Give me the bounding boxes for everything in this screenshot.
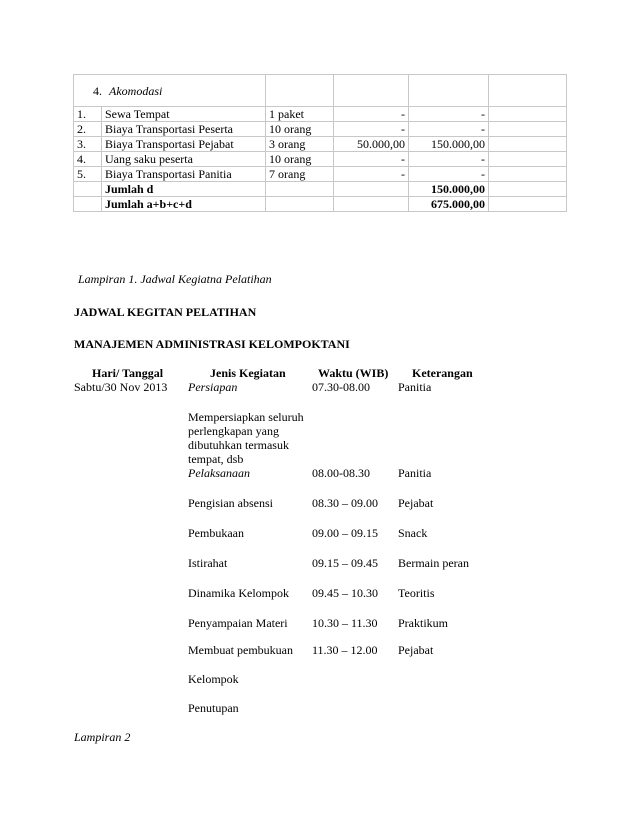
row-item: Biaya Transportasi Peserta: [102, 122, 266, 137]
activity-item: Dinamika Kelompok: [188, 586, 289, 600]
subtotal-label: Jumlah d: [102, 182, 266, 197]
header-notes: Keterangan: [412, 366, 473, 380]
row-number: 2.: [74, 122, 102, 137]
row-number: 1.: [74, 107, 102, 122]
activity-note: Bermain peran: [398, 556, 469, 570]
section-cell: [74, 75, 266, 107]
note-pelaksanaan: Panitia: [398, 466, 432, 480]
schedule-date: Sabtu/30 Nov 2013: [74, 380, 168, 394]
table-row: [74, 122, 567, 137]
activity-time: 09.15 – 09.45: [312, 556, 378, 570]
row-volume: 3 orang: [266, 137, 334, 152]
lampiran1-caption: Lampiran 1. Jadwal Kegiatna Pelatihan: [78, 272, 272, 286]
section-title: Akomodasi: [109, 83, 163, 98]
grand-total-row: [74, 197, 567, 212]
header-day-date: Hari/ Tanggal: [92, 366, 164, 380]
persiapan-desc-line: dibutuhkan termasuk: [188, 438, 289, 452]
budget-table: [73, 74, 567, 212]
activity-item: Istirahat: [188, 556, 228, 570]
row-volume: 1 paket: [266, 107, 334, 122]
table-row: [74, 137, 567, 152]
row-unit-price: 50.000,00: [334, 137, 409, 152]
table-row: [74, 167, 567, 182]
row-unit-price: -: [334, 152, 409, 167]
lampiran2-caption: Lampiran 2: [74, 730, 131, 744]
row-volume: 10 orang: [266, 152, 334, 167]
row-number: 3.: [74, 137, 102, 152]
activity-time: 11.30 – 12.00: [312, 643, 378, 657]
activity-penutupan: Penutupan: [188, 701, 239, 715]
row-number: 4.: [74, 152, 102, 167]
schedule-subtitle: MANAJEMEN ADMINISTRASI KELOMPOKTANI: [74, 337, 350, 351]
subtotal-row: [74, 182, 567, 197]
row-item: Biaya Transportasi Panitia: [102, 167, 266, 182]
table-row: [74, 152, 567, 167]
row-total: -: [409, 107, 489, 122]
row-volume: 7 orang: [266, 167, 334, 182]
row-number: 5.: [74, 167, 102, 182]
activity-note: Praktikum: [398, 616, 448, 630]
activity-pelaksanaan: Pelaksanaan: [188, 466, 250, 480]
row-unit-price: -: [334, 167, 409, 182]
row-total: -: [409, 152, 489, 167]
activity-persiapan: Persiapan: [188, 380, 238, 394]
row-item: Sewa Tempat: [102, 107, 266, 122]
header-activity: Jenis Kegiatan: [210, 366, 286, 380]
activity-kelompok: Kelompok: [188, 672, 239, 686]
header-time: Waktu (WIB): [318, 366, 389, 380]
row-item: Uang saku peserta: [102, 152, 266, 167]
row-volume: 10 orang: [266, 122, 334, 137]
table-row: [74, 107, 567, 122]
subtotal-value: 150.000,00: [409, 182, 489, 197]
activity-item: Membuat pembukuan: [188, 643, 293, 657]
row-total: -: [409, 167, 489, 182]
row-unit-price: -: [334, 122, 409, 137]
activity-note: Pejabat: [398, 496, 434, 510]
persiapan-desc-line: Mempersiapkan seluruh: [188, 410, 304, 424]
grand-total-label: Jumlah a+b+c+d: [102, 197, 266, 212]
activity-item: Pembukaan: [188, 526, 244, 540]
row-unit-price: -: [334, 107, 409, 122]
time-persiapan: 07.30-08.00: [312, 380, 370, 394]
note-persiapan: Panitia: [398, 380, 432, 394]
time-pelaksanaan: 08.00-08.30: [312, 466, 370, 480]
row-total: 150.000,00: [409, 137, 489, 152]
activity-note: Pejabat: [398, 643, 434, 657]
section-number: 4.: [93, 83, 102, 98]
activity-time: 08.30 – 09.00: [312, 496, 378, 510]
activity-note: Snack: [398, 526, 428, 540]
activity-time: 09.45 – 10.30: [312, 586, 378, 600]
persiapan-desc-line: perlengkapan yang: [188, 424, 279, 438]
persiapan-desc-line: tempat, dsb: [188, 452, 244, 466]
row-item: Biaya Transportasi Pejabat: [102, 137, 266, 152]
budget-section-row: [74, 75, 567, 107]
activity-item: Penyampaian Materi: [188, 616, 288, 630]
activity-note: Teoritis: [398, 586, 435, 600]
schedule-title: JADWAL KEGITAN PELATIHAN: [74, 305, 257, 319]
activity-item: Pengisian absensi: [188, 496, 273, 510]
activity-time: 10.30 – 11.30: [312, 616, 378, 630]
activity-time: 09.00 – 09.15: [312, 526, 378, 540]
row-total: -: [409, 122, 489, 137]
grand-total-value: 675.000,00: [409, 197, 489, 212]
